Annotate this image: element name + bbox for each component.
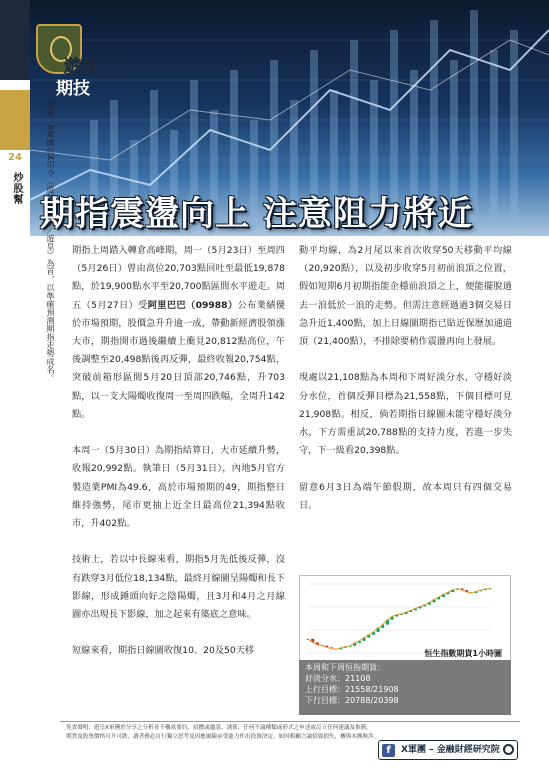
- section-label: 炒股幫: [11, 172, 22, 205]
- article-column-2: [299, 242, 512, 533]
- brand-label: X軍團 – 金融財經研究院: [401, 745, 500, 755]
- search-icon: [503, 744, 514, 755]
- levels-box: [299, 660, 511, 715]
- paragraph-6: 現處以21,108點為本周和下周好淡分水，守穩好淡分水位，首個反彈目標為21,558點，下個目標可見21,908點。相反，倘若期指日線圖未能守穩好淡分水，下方需重試20,788點的支持力度，若進一步失守，下一級看20,398點。: [299, 372, 512, 457]
- column-logo: [34, 24, 116, 98]
- levels-upper: 上行目標：21558/21908: [305, 685, 399, 694]
- author-note: 遊皇：X軍團以X司令（遊俠小皇子／遊皇）為首，以準確預測期指走勢成名。: [46, 100, 56, 382]
- article-column-1: [72, 242, 285, 679]
- chart-price-line: [308, 588, 490, 649]
- levels-pivot: 好淡分水：21108: [305, 674, 371, 683]
- paragraph-5: 動平均線，為2月尾以來首次收穿50天移動平均線（20,920點），以及初步收穿5月初前浪頂之位置，假如短期6月初期指能企穩前浪頂之上，便能擺脫過去一浪低於一浪的走勢。但需注意經過過3個交易日急升近1,400點，加上日線圖期指已貼近保歷加通道頂（21,400點），不排除要稍作震盪再向上發展。: [299, 245, 512, 348]
- levels-title: 本周和下周恒指期貨：: [305, 663, 385, 672]
- footer-divider: [60, 721, 520, 722]
- facebook-brand-link[interactable]: [378, 740, 518, 760]
- levels-lower: 下行目標：20788/20398: [305, 696, 399, 705]
- paragraph-7: 留意6月3日為端午節假期，故本周只有四個交易日。: [299, 481, 512, 511]
- paragraph-1: 期指上周踏入轉倉高峰期，周一（5月23日）至周四（5月26日）曾由高位20,703點回吐至最低19,878點，於19,900點水平至20,700點區間水平遊走。周五（5月27日）受阿里巴巴（09988）公布業績優於市場預期，股價急升升逾一成，帶動新經濟股領漲大市，期指開市過後繼續上衝見20,812點高位，午後調整至20,498點後再反彈，最終收報20,754點，突破前箱形區間5月20日頂部20,746點，升703點，以一支大陽燭收復周一至周四跌幅，全周升142點。: [72, 245, 285, 420]
- paragraph-4: 短線來看，期指日線圖收復10、20及50天移: [72, 645, 255, 657]
- paragraph-2: 本周一（5月30日）為期指結算日，大市延續升勢，收報20,992點。執筆日（5月31日），內地5月官方製造業PMI為49.6，高於市場預期的49，期指整日維持強勢，尾市更抽上近全日最高位21,394點收市，升402點。: [72, 445, 285, 530]
- facebook-icon: f: [382, 744, 395, 757]
- article-headline: 期指震盪向上 注意阻力將近: [40, 194, 473, 234]
- logo-line-1: 遊皇: [64, 57, 98, 77]
- disclaimer-line-1: 免責聲明：遊皇X軍團於分享之分析並不構成要約、招攬或邀請、誘使、任何不論種類或形式之申述或訂立任何建議及推薦。: [66, 725, 372, 731]
- stock-highlight: 阿里巴巴（09988）: [147, 299, 238, 311]
- chart-caption: 恒生指數期貨1小時圖: [424, 649, 502, 658]
- sidebar-top-band: [0, 0, 30, 80]
- page-number: 24: [8, 152, 22, 163]
- sidebar: [0, 0, 30, 768]
- paragraph-3: 技術上，若以中長線來看，期指5月先低後反彈，沒有跌穿3月低位18,134點，最終月線圖呈陽燭和長下影線，形成錘頭向好之陰陽燭，且3月和4月之月線圖亦出現長下影線，加之起來有築底之意味。: [72, 554, 285, 621]
- sidebar-accent: [0, 90, 30, 150]
- logo-line-2: 期技: [56, 79, 90, 99]
- disclaimer-line-2: 期貨及股票價格可升可跌，讀者務必自行獨立思考及因應風險承受能力作出投資決定。如因相關言論招致損失，概與本團無涉。: [66, 734, 380, 740]
